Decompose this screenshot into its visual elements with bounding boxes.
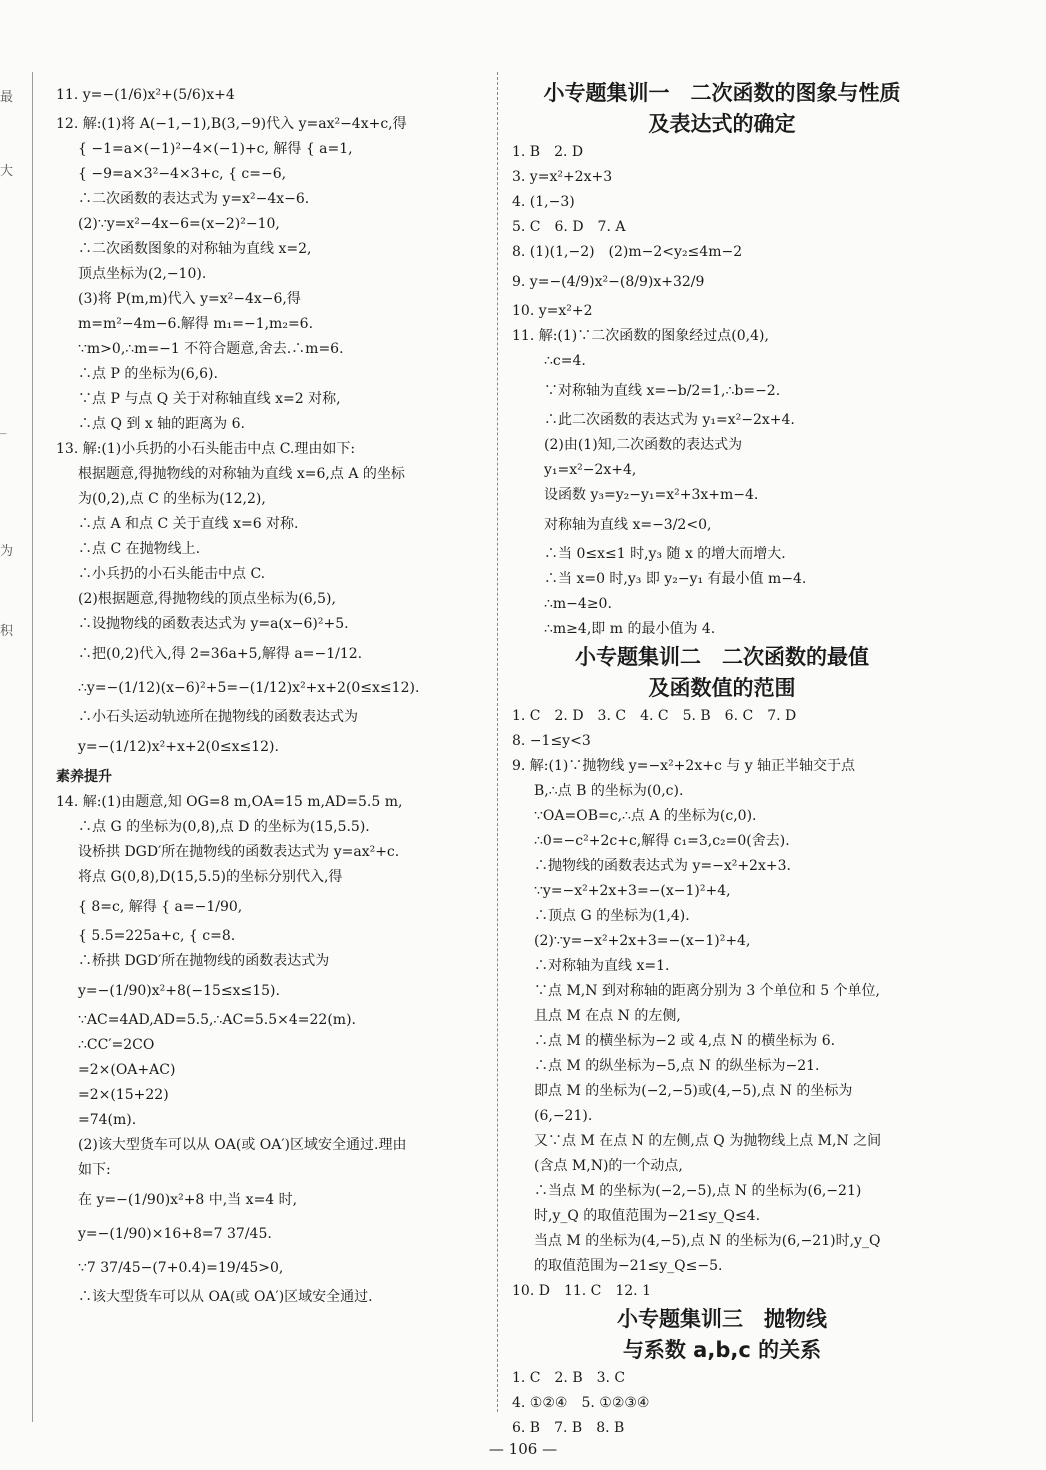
column-divider bbox=[497, 72, 498, 1412]
answer-line: ∴点 M 的横坐标为−2 或 4,点 N 的横坐标为 6. bbox=[534, 1033, 836, 1049]
answer-line: (3)将 P(m,m)代入 y=x²−4x−6,得 bbox=[78, 291, 301, 307]
answer-line: { −9=a×3²−4×3+c, { c=−6, bbox=[78, 166, 287, 182]
answer-line: ∵m>0,∴m=−1 不符合题意,舍去.∴m=6. bbox=[78, 341, 344, 357]
margin-char: 积 bbox=[0, 624, 14, 639]
answer-line: y=−(1/90)x²+8(−15≤x≤15). bbox=[78, 983, 280, 999]
answer-line: 8. −1≤y<3 bbox=[512, 733, 591, 749]
margin-char: 为 bbox=[0, 544, 14, 559]
answer-line: 4. (1,−3) bbox=[512, 194, 575, 210]
answer-line: ∴点 A 和点 C 关于直线 x=6 对称. bbox=[78, 516, 299, 532]
answer-line: 1. C 2. D 3. C 4. C 5. B 6. C 7. D bbox=[512, 708, 797, 724]
answer-line: ∵OA=OB=c,∴点 A 的坐标为(c,0). bbox=[534, 808, 757, 824]
answer-line: =2×(OA+AC) bbox=[78, 1062, 176, 1078]
answer-line: { 8=c, 解得 { a=−1/90, bbox=[78, 899, 243, 915]
answer-line: ∵点 P 与点 Q 关于对称轴直线 x=2 对称, bbox=[78, 391, 341, 407]
answer-line: 在 y=−(1/90)x²+8 中,当 x=4 时, bbox=[78, 1192, 298, 1208]
margin-char: _ bbox=[0, 420, 7, 435]
right-column bbox=[512, 78, 932, 1441]
answer-line: (2)由(1)知,二次函数的表达式为 bbox=[544, 437, 743, 453]
left-margin-fragments bbox=[0, 0, 24, 1470]
margin-char: 最 bbox=[0, 90, 14, 105]
answer-line: (2)根据题意,得抛物线的顶点坐标为(6,5), bbox=[78, 591, 336, 607]
answer-line: { −1=a×(−1)²−4×(−1)+c, 解得 { a=1, bbox=[78, 141, 353, 157]
answer-line: =74(m). bbox=[78, 1112, 137, 1128]
answer-line: 9. 解:(1)∵抛物线 y=−x²+2x+c 与 y 轴正半轴交于点 bbox=[512, 758, 856, 774]
answer-line: ∴抛物线的函数表达式为 y=−x²+2x+3. bbox=[534, 858, 791, 874]
answer-line: y=−(1/12)x²+x+2(0≤x≤12). bbox=[78, 739, 279, 755]
answer-line: ∵7 37/45−(7+0.4)=19/45>0, bbox=[78, 1260, 284, 1276]
answer-line: 12. 解:(1)将 A(−1,−1),B(3,−9)代入 y=ax²−4x+c,得 bbox=[56, 116, 407, 132]
answer-line: 且点 M 在点 N 的左侧, bbox=[534, 1008, 681, 1024]
answer-line: ∴点 G 的坐标为(0,8),点 D 的坐标为(15,5.5). bbox=[78, 819, 370, 835]
answer-line: 如下: bbox=[78, 1162, 111, 1178]
answer-line: 1. B 2. D bbox=[512, 144, 584, 160]
margin-rule bbox=[32, 72, 33, 1422]
answer-line: 又∵点 M 在点 N 的左侧,点 Q 为抛物线上点 M,N 之间 bbox=[534, 1133, 882, 1149]
answer-line: =2×(15+22) bbox=[78, 1087, 169, 1103]
answer-line: ∴CC′=2CO bbox=[78, 1037, 155, 1053]
answer-line: 13. 解:(1)小兵扔的小石头能击中点 C.理由如下: bbox=[56, 441, 356, 457]
answer-line: 10. D 11. C 12. 1 bbox=[512, 1283, 651, 1299]
answer-line: (2)该大型货车可以从 OA(或 OA′)区域安全通过.理由 bbox=[78, 1137, 407, 1153]
answer-line: ∴当 x=0 时,y₃ 即 y₂−y₁ 有最小值 m−4. bbox=[544, 571, 807, 587]
answer-line: 的取值范围为−21≤y_Q≤−5. bbox=[534, 1258, 723, 1274]
answer-line: B,∴点 B 的坐标为(0,c). bbox=[534, 783, 684, 799]
answer-line: ∵点 M,N 到对称轴的距离分别为 3 个单位和 5 个单位, bbox=[534, 983, 880, 999]
answer-line: ∴该大型货车可以从 OA(或 OA′)区域安全通过. bbox=[78, 1289, 373, 1305]
answer-line: ∴m≥4,即 m 的最小值为 4. bbox=[544, 621, 716, 637]
answer-line: (6,−21). bbox=[534, 1108, 593, 1124]
answer-line: y=−(1/90)×16+8=7 37/45. bbox=[78, 1226, 272, 1242]
answer-line: ∵AC=4AD,AD=5.5,∴AC=5.5×4=22(m). bbox=[78, 1012, 356, 1028]
answer-line: ∴对称轴为直线 x=1. bbox=[534, 958, 670, 974]
page-number: — 106 — bbox=[488, 1440, 558, 1458]
answer-line: 3. y=x²+2x+3 bbox=[512, 169, 613, 185]
answer-line: ∴此二次函数的表达式为 y₁=x²−2x+4. bbox=[544, 412, 795, 428]
answer-line: 即点 M 的坐标为(−2,−5)或(4,−5),点 N 的坐标为 bbox=[534, 1083, 853, 1099]
answer-line: 11. y=−(1/6)x²+(5/6)x+4 bbox=[56, 87, 235, 103]
answer-line: 为(0,2),点 C 的坐标为(12,2), bbox=[78, 491, 266, 507]
answer-line: 将点 G(0,8),D(15,5.5)的坐标分别代入,得 bbox=[78, 869, 343, 885]
section-heading: 小专题集训二 二次函数的最值 bbox=[575, 645, 869, 669]
answer-line: ∴0=−c²+2c+c,解得 c₁=3,c₂=0(舍去). bbox=[534, 833, 790, 849]
answer-line: ∴设抛物线的函数表达式为 y=a(x−6)²+5. bbox=[78, 616, 349, 632]
answer-line: y₁=x²−2x+4, bbox=[544, 462, 637, 478]
answer-line: ∴二次函数的表达式为 y=x²−4x−6. bbox=[78, 191, 310, 207]
answer-line: 5. C 6. D 7. A bbox=[512, 219, 626, 235]
answer-line: ∴c=4. bbox=[544, 353, 586, 369]
answer-line: ∴顶点 G 的坐标为(1,4). bbox=[534, 908, 690, 924]
answer-line: (含点 M,N)的一个动点, bbox=[534, 1158, 683, 1174]
answer-line: 对称轴为直线 x=−3/2<0, bbox=[544, 517, 712, 533]
answer-line: m=m²−4m−6.解得 m₁=−1,m₂=6. bbox=[78, 316, 314, 332]
answer-line: 设函数 y₃=y₂−y₁=x²+3x+m−4. bbox=[544, 487, 759, 503]
answer-line: 根据题意,得抛物线的对称轴为直线 x=6,点 A 的坐标 bbox=[78, 466, 405, 482]
answer-line: 11. 解:(1)∵二次函数的图象经过点(0,4), bbox=[512, 328, 769, 344]
answer-line: ∴y=−(1/12)(x−6)²+5=−(1/12)x²+x+2(0≤x≤12). bbox=[78, 680, 420, 696]
answer-line: ∴小兵扔的小石头能击中点 C. bbox=[78, 566, 266, 582]
section-heading: 小专题集训一 二次函数的图象与性质 bbox=[543, 81, 901, 105]
section-heading: 及函数值的范围 bbox=[648, 676, 796, 700]
answer-line: { 5.5=225a+c, { c=8. bbox=[78, 928, 236, 944]
answer-line: (2)∵y=−x²+2x+3=−(x−1)²+4, bbox=[534, 933, 751, 949]
answer-line: 6. B 7. B 8. B bbox=[512, 1420, 625, 1436]
answer-line: 当点 M 的坐标为(4,−5),点 N 的坐标为(6,−21)时,y_Q bbox=[534, 1233, 881, 1249]
answer-line: ∵对称轴为直线 x=−b/2=1,∴b=−2. bbox=[544, 383, 781, 399]
section-heading: 小专题集训三 抛物线 bbox=[617, 1307, 827, 1331]
answer-line: ∴当点 M 的坐标为(−2,−5),点 N 的坐标为(6,−21) bbox=[534, 1183, 862, 1199]
answer-line: 设桥拱 DGD′所在抛物线的函数表达式为 y=ax²+c. bbox=[78, 844, 400, 860]
section-heading: 及表达式的确定 bbox=[648, 112, 796, 136]
answer-line: ∴点 C 在抛物线上. bbox=[78, 541, 201, 557]
answer-line: 9. y=−(4/9)x²−(8/9)x+32/9 bbox=[512, 274, 705, 290]
answer-line: ∴m−4≥0. bbox=[544, 596, 612, 612]
section-heading: 与系数 a,b,c 的关系 bbox=[622, 1338, 822, 1362]
answer-line: ∴二次函数图象的对称轴为直线 x=2, bbox=[78, 241, 312, 257]
answer-line: ∴桥拱 DGD′所在抛物线的函数表达式为 bbox=[78, 953, 330, 969]
answer-line: ∴点 P 的坐标为(6,6). bbox=[78, 366, 218, 382]
answer-line: 顶点坐标为(2,−10). bbox=[78, 266, 207, 282]
answer-line: ∴当 0≤x≤1 时,y₃ 随 x 的增大而增大. bbox=[544, 546, 786, 562]
answer-line: 时,y_Q 的取值范围为−21≤y_Q≤4. bbox=[534, 1208, 761, 1224]
answer-line: 4. ①②④ 5. ①②③④ bbox=[512, 1395, 650, 1411]
answer-line: ∴点 Q 到 x 轴的距离为 6. bbox=[78, 416, 245, 432]
answer-line: ∴把(0,2)代入,得 2=36a+5,解得 a=−1/12. bbox=[78, 646, 363, 662]
subsection-heading: 素养提升 bbox=[56, 769, 112, 785]
answer-line: 10. y=x²+2 bbox=[512, 303, 593, 319]
answer-line: 8. (1)(1,−2) (2)m−2<y₂≤4m−2 bbox=[512, 244, 743, 260]
answer-line: 1. C 2. B 3. C bbox=[512, 1370, 626, 1386]
margin-char: 大 bbox=[0, 164, 14, 179]
answer-line: (2)∵y=x²−4x−6=(x−2)²−10, bbox=[78, 216, 280, 232]
answer-line: ∴点 M 的纵坐标为−5,点 N 的纵坐标为−21. bbox=[534, 1058, 820, 1074]
answer-line: ∵y=−x²+2x+3=−(x−1)²+4, bbox=[534, 883, 731, 899]
answer-line: ∴小石头运动轨迹所在抛物线的函数表达式为 bbox=[78, 709, 358, 725]
left-column bbox=[56, 78, 486, 1310]
answer-line: 14. 解:(1)由题意,知 OG=8 m,OA=15 m,AD=5.5 m, bbox=[56, 794, 403, 810]
